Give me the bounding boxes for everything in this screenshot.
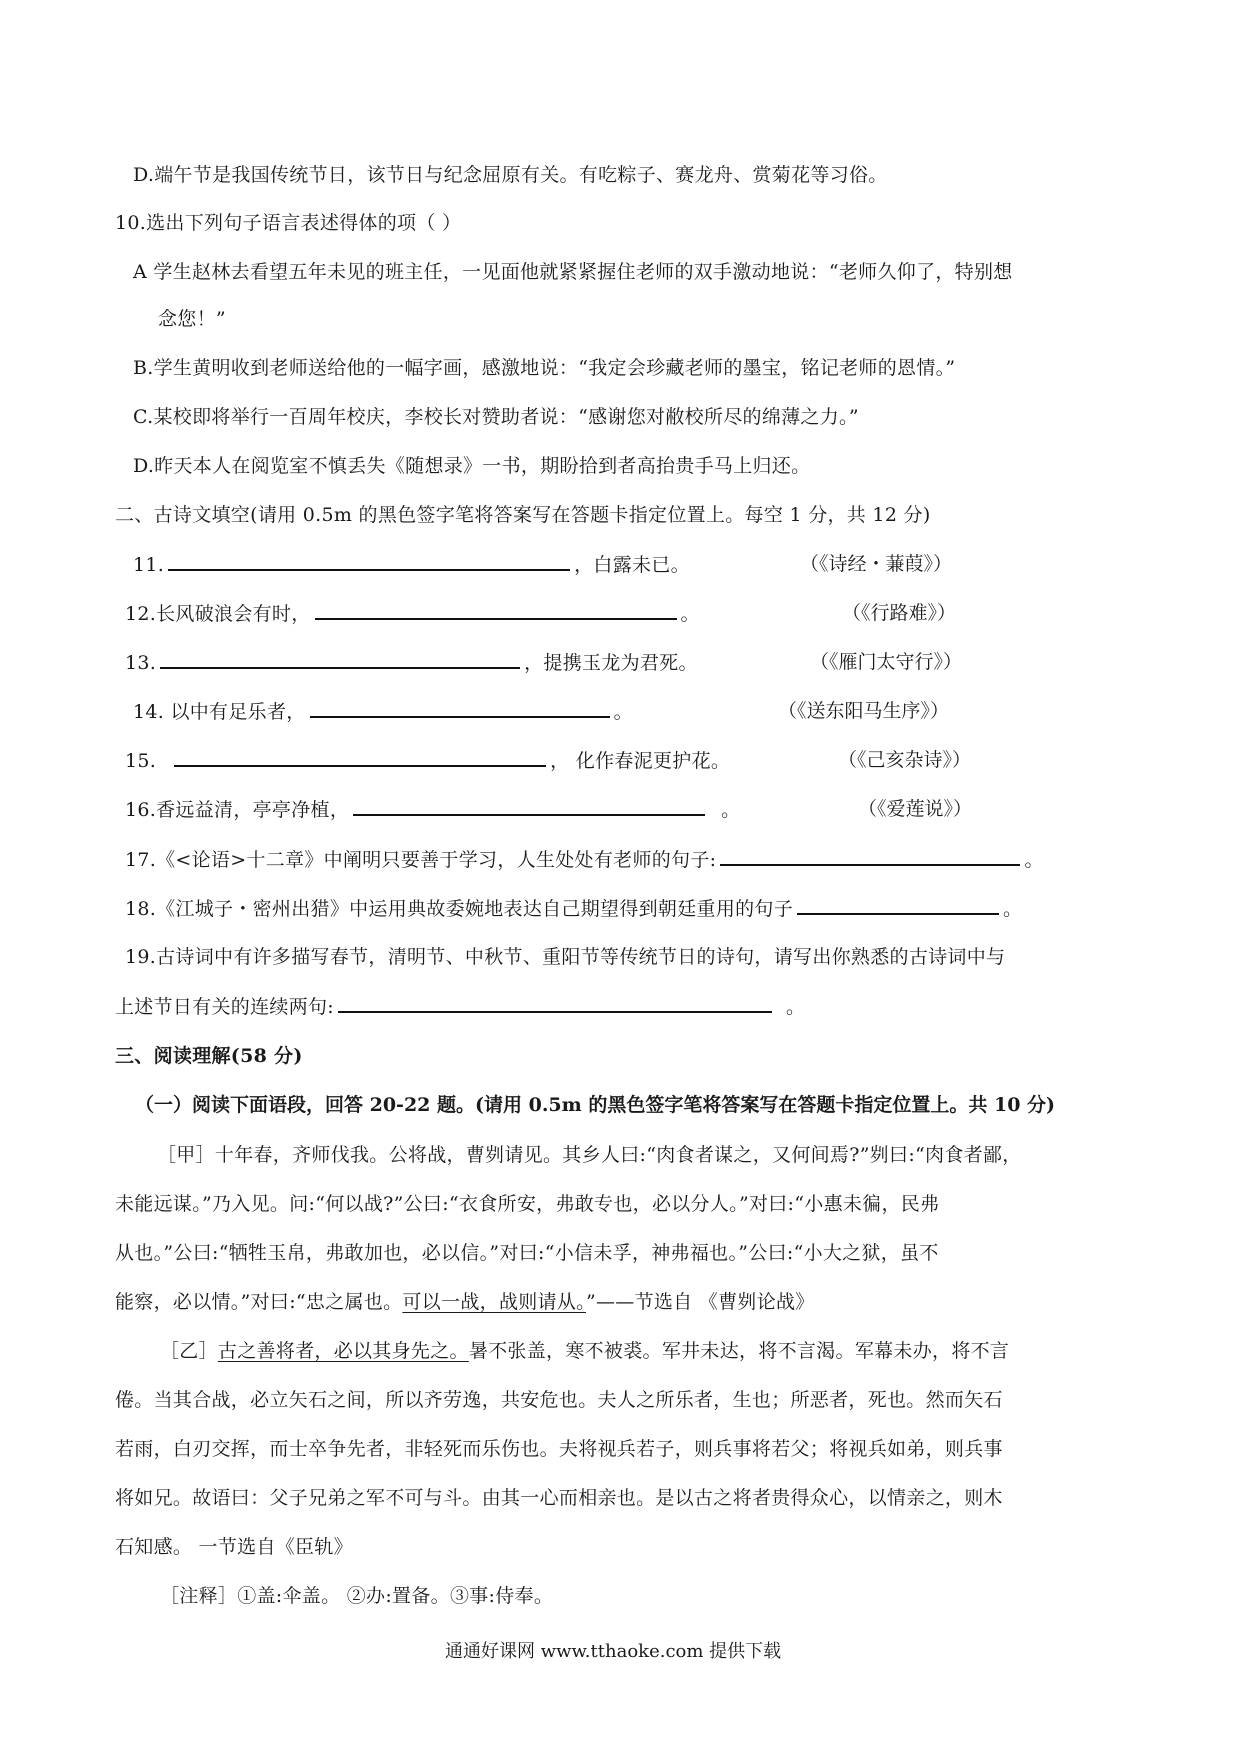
q18-text: 18.《江城子・密州出猎》中运用典故委婉地表达自己期望得到朝廷重用的句子: [125, 898, 794, 920]
yi-line1: [160, 1338, 1009, 1364]
q13-source: （《雁门太守行》）: [810, 651, 963, 673]
q11-answer-blank[interactable]: [168, 551, 570, 571]
jia-line3: 从也。”公曰:“牺牲玉帛，弗敢加也，必以信。”对曰:“小信未孚，神弗福也。”公曰:“小大之狱，虽不: [115, 1242, 939, 1264]
q14-answer-blank[interactable]: [310, 698, 610, 718]
q19-line2: [115, 993, 805, 1020]
annotation-note: ［注释］①盖:伞盖。 ②办:置备。③事:侍奉。: [160, 1585, 554, 1607]
q12-prompt: 12.长风破浪会有时，: [125, 603, 311, 625]
yi-line2: 倦。当其合战，必立矢石之间，所以齐劳逸，共安危也。夫人之所乐者，生也；所恶者，死也。然而矢石: [115, 1389, 1003, 1411]
q10-option-d: D.昨天本人在阅览室不慎丢失《随想录》一书，期盼拾到者高抬贵手马上归还。: [133, 455, 811, 477]
q17-end: 。: [1024, 849, 1044, 871]
q11: [133, 551, 690, 578]
section2-heading: 二、古诗文填空(请用 0.5m 的黑色签字笔将答案写在答题卡指定位置上。每空 1 分，共 12 分): [115, 504, 931, 526]
q16-answer-blank[interactable]: [353, 796, 705, 816]
q16-source: （《爱莲说》）: [858, 798, 973, 820]
q19-line1: 19.古诗词中有许多描写春节，清明节、中秋节、重阳节等传统节日的诗句，请写出你熟悉的古诗词中与: [125, 946, 1006, 968]
q18-answer-blank[interactable]: [797, 895, 999, 915]
q17: [125, 846, 1044, 873]
page-footer: 通通好课网 www.tthaoke.com 提供下载: [445, 1641, 782, 1662]
jia-line1: ［甲］十年春，齐师伐我。公将战，曹刿请见。其乡人曰:“肉食者谋之，又何间焉?”刿曰:“肉食者鄙，: [157, 1144, 1022, 1166]
q10-stem: 10.选出下列句子语言表述得体的项（ ）: [115, 212, 462, 234]
q11-source: （《诗经・蒹葭》）: [800, 553, 953, 575]
q18-end: 。: [1003, 898, 1023, 920]
q10-option-b: B.学生黄明收到老师送给他的一幅字画，感激地说：“我定会珍藏老师的墨宝，铭记老师的恩情。”: [133, 357, 956, 379]
jia-underlined-sentence: 可以一战，战则请从。: [402, 1291, 586, 1313]
q12-source: （《行路难》）: [842, 602, 957, 624]
q17-answer-blank[interactable]: [720, 846, 1020, 866]
q19-prompt: 上述节日有关的连续两句:: [115, 996, 335, 1018]
q10-option-c: C.某校即将举行一百周年校庆，李校长对赞助者说：“感谢您对敝校所尽的绵薄之力。”: [133, 406, 859, 428]
q14: [133, 698, 633, 725]
q9-option-d: D.端午节是我国传统节日，该节日与纪念屈原有关。有吃粽子、赛龙舟、赏菊花等习俗。: [133, 164, 888, 186]
q13-number: 13.: [125, 652, 157, 674]
q15-number: 15.: [125, 750, 157, 772]
q18: [125, 895, 1022, 922]
q13-answer-blank[interactable]: [160, 649, 520, 669]
q14-source: （《送东阳马生序》）: [778, 700, 950, 722]
jia-line2: 未能远谋。”乃入见。问:“何以战?”公曰:“衣食所安，弗敢专也，必以分人。”对曰:“小惠未徧，民弗: [115, 1193, 940, 1215]
q15-source: （《己亥杂诗》）: [838, 749, 972, 771]
yi-line5: 石知感。 一节选自《臣轨》: [115, 1536, 353, 1558]
yi-line1-post: 暑不张盖，寒不被裘。军井未达，将不言渴。军幕未办，将不言: [468, 1340, 1010, 1362]
q17-text: 17.《<论语>十二章》中阐明只要善于学习，人生处处有老师的句子:: [125, 849, 717, 871]
q11-text: ，白露未已。: [574, 554, 690, 576]
section3-heading: 三、阅读理解(58 分): [115, 1045, 303, 1067]
q13-text: ，提携玉龙为君死。: [524, 652, 698, 674]
part1-heading: （一）阅读下面语段，回答 20-22 题。(请用 0.5m 的黑色签字笔将答案写在答题卡指定位置上。共 10 分): [135, 1094, 1056, 1116]
yi-label: ［乙］: [160, 1340, 218, 1362]
q19-end: 。: [786, 996, 806, 1018]
yi-line3: 若雨，白刃交挥，而士卒争先者，非轻死而乐伤也。夫将视兵若子，则兵事将若父；将视兵如弟，则兵事: [115, 1438, 1003, 1460]
q19-answer-blank[interactable]: [338, 993, 772, 1013]
q14-prompt: 14. 以中有足乐者，: [133, 701, 306, 723]
q10-option-a-line2: 念您！”: [158, 308, 226, 330]
q12-text: 。: [680, 603, 700, 625]
q16: [125, 796, 740, 823]
q10-option-a-line1: A 学生赵林去看望五年未见的班主任，一见面他就紧紧握住老师的双手激动地说：“老师久仰了，特别想: [133, 261, 1013, 283]
yi-underlined-sentence: 古之善将者，必以其身先之。: [217, 1340, 469, 1362]
jia-line4-pre: 能察，必以情。”对曰:“忠之属也。: [115, 1291, 403, 1313]
jia-line4-post: ”——节选自 《曹刿论战》: [585, 1291, 815, 1313]
q16-prompt: 16.香远益清，亭亭净植，: [125, 799, 350, 821]
q14-text: 。: [613, 701, 633, 723]
q15: [125, 747, 730, 774]
q15-text: ， 化作春泥更护花。: [550, 750, 731, 772]
jia-line4: [115, 1289, 815, 1315]
q16-text: 。: [721, 799, 741, 821]
q12: [125, 600, 700, 627]
yi-line4: 将如兄。故语曰：父子兄弟之军不可与斗。由其一心而相亲也。是以古之将者贵得众心，以情亲之，则木: [115, 1487, 1003, 1509]
q15-answer-blank[interactable]: [174, 747, 546, 767]
q11-number: 11.: [133, 554, 165, 576]
q12-answer-blank[interactable]: [315, 600, 677, 620]
q13: [125, 649, 698, 676]
